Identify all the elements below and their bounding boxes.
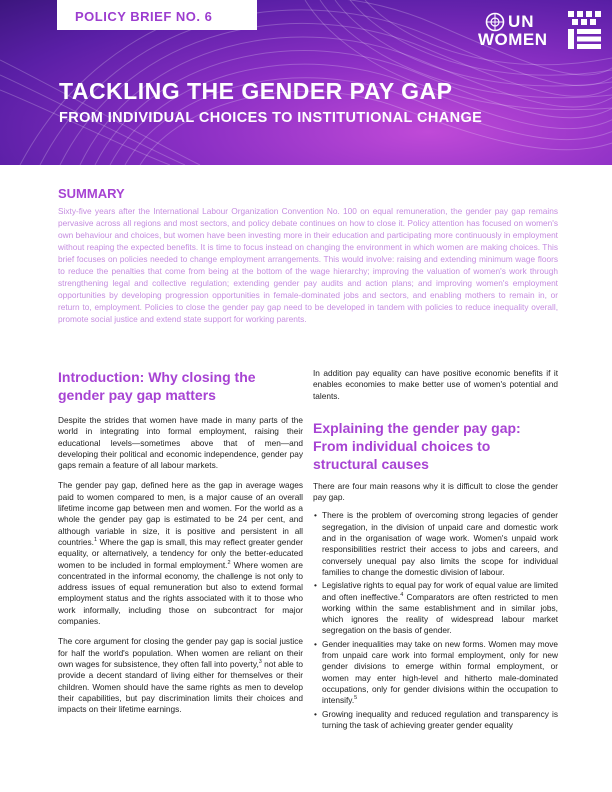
- page-subtitle: FROM INDIVIDUAL CHOICES TO INSTITUTIONAL CHANGE: [59, 110, 483, 126]
- explaining-heading: Explaining the gender pay gap: From individual choices to structural causes: [313, 419, 521, 472]
- intro-paragraph-2: The gender pay gap, defined here as the gap in average wages paid to women compared to men, is a major cause of an overall lifetime income gap between men and women. For the world as a whole the gender pay gap is estimated to be 24 per cent, and although variable in size, it is positive and persistent in all countries.$^1$ Where the gap is small, this may reflect greater gender equality, or alternatively, a tendency for only the better-educated women to be included in formal employment.$^2$ Where women are concentrated in the informal economy, the challenge is not only to address issues of equal remuneration but also to extend formal employment status and the rights associated with it to those who work informally, including those on subcontract for major companies.: [58, 480, 304, 627]
- intro-heading: Introduction: Why closing the gender pay gap matters: [58, 369, 256, 403]
- un-women-logo: [478, 8, 603, 52]
- footnote-ref[interactable]: 1: [93, 537, 98, 544]
- list-item: • There is the problem of overcoming strong legacies of gender segregation, in the division of unpaid care and domestic work and in the organisation of wage work. Women's unpaid work responsibilities restrict their access to jobs and careers, and conversely unequal pay also limits the scope for individual families to change the domestic division of labour.: [322, 510, 558, 578]
- un-women-mark-icon: [568, 11, 602, 51]
- footnote-ref[interactable]: 2: [227, 559, 231, 566]
- summary-text: Sixty-five years after the International Labour Organization Convention No. 100 on equal remuneration, the gender pay gap remains pervasive across all regions and most sectors, and policy debate continues on how to close it. Policy attention has focused on women's own behaviour and choices, but women have been investing more in their education and participating more continuously in employment without reaping the expected benefits. It is time to focus instead on changing the environment in which women are making choices. This brief focuses on policies needed to change employment arrangements. This would involve: raising and extending minimum wage floors to reduce the penalties that come from being at the bottom of the wage hierarchy; improving the valuation of women's work through strengthening legal and collective regulation; extending gender pay audits and action plans; and improving women's employment opportunities by developing progression opportunities in female-dominated jobs and sectors, and enabling mothers to remain in, or return to, employment. Policies to close the gender pay gap need to be developed in tandem with policies to reduce inequality overall, promote social justice and extend state support for working parents.: [58, 206, 558, 324]
- logo-un-text: UN: [508, 12, 535, 31]
- summary-heading: SUMMARY: [58, 186, 125, 201]
- list-item: • Growing inequality and reduced regulation and transparency is turning the task of achieving greater gender equality: [322, 709, 558, 732]
- right-column: [313, 368, 558, 731]
- reasons-list: [313, 510, 558, 731]
- list-item: • Legislative rights to equal pay for work of equal value are limited and often ineffective.$^4$ Comparators are often restricted to men working within the same establishment and in similar jobs, which ignores the reality of widespread labour market segregation on the basis of gender.: [322, 580, 558, 636]
- economic-benefits-paragraph: In addition pay equality can have positive economic benefits if it enables economies to make better use of women's potential and talents.: [313, 368, 558, 401]
- four-reasons-lead: There are four main reasons why it is difficult to close the gender pay gap.: [313, 480, 558, 503]
- list-item: • Gender inequalities may take on new forms. Women may move from unpaid care work into formal employment, only for new gender divisions to emerge within formal employment, or women may enter high-level and hitherto male-dominated occupations, only for gender divisions within the occupation to intensify.$^5$: [322, 639, 558, 707]
- policy-brief-label: POLICY BRIEF NO. 6: [75, 9, 213, 24]
- intro-paragraph-3: The core argument for closing the gender pay gap is social justice for half the world's population. When women are reliant on their own wages for subsistence, they often fall into poverty,$^3$ not able to provide a decent standard of living either for themselves or their children. Women should have the same rights as men to develop their capabilities, but pay discrimination limits their choices and impacts on their lifetime earnings.: [58, 636, 303, 715]
- footnote-ref[interactable]: 3: [258, 659, 262, 666]
- logo-women-text: WOMEN: [478, 30, 548, 49]
- intro-paragraph-1: Despite the strides that women have made in many parts of the world in integrating into formal employment, raising their educational levels—sometimes above that of men—and developing their political and economic independence, gender pay gaps remain a feature of all labour markets.: [58, 415, 303, 471]
- page-title: TACKLING THE GENDER PAY GAP: [59, 78, 453, 104]
- footnote-ref[interactable]: 4: [400, 591, 404, 598]
- left-column: [58, 368, 303, 715]
- footnote-ref[interactable]: 5: [354, 695, 358, 702]
- header-banner: [0, 0, 612, 165]
- policy-brief-tab: [57, 0, 257, 30]
